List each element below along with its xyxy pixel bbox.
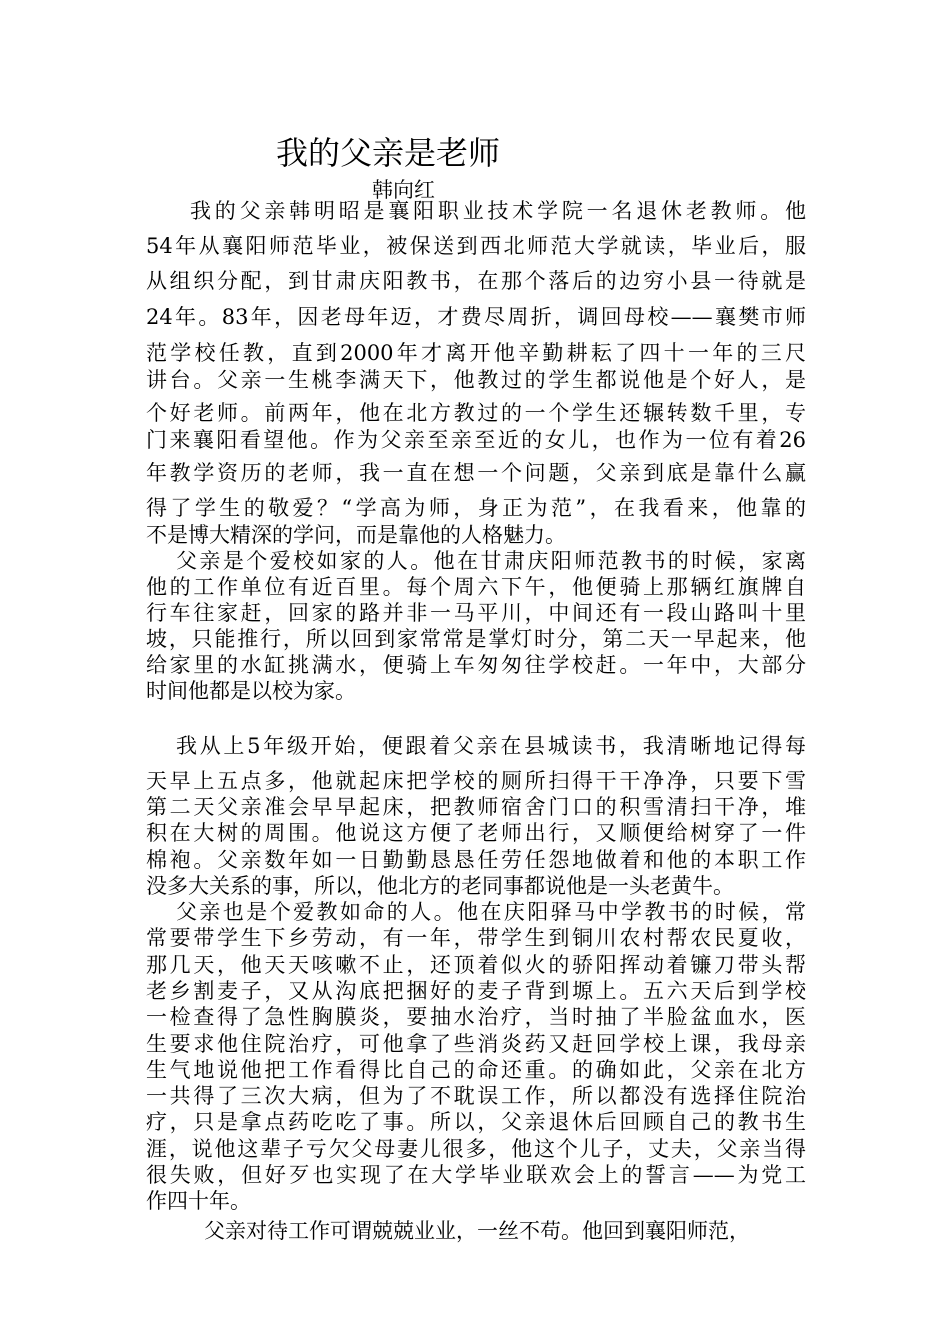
body-line: 给家里的水缸挑满水，便骑上车匆匆往学校赶。一年中，大部分: [146, 653, 806, 677]
body-line: 棉袍。父亲数年如一日勤勤恳恳任劳任怨地做着和他的本职工作: [146, 848, 806, 872]
body-line: 24年。83年，因老母年迈，才费尽周折，调回母校——襄樊市师: [146, 305, 806, 329]
body-line: 我从上5年级开始，便跟着父亲在县城读书，我清晰地记得每: [176, 734, 806, 758]
body-line: 得了学生的敬爱？“学高为师，身正为范”，在我看来，他靠的: [146, 496, 806, 520]
body-line: 行车往家赶，回家的路并非一马平川，中间还有一段山路叫十里: [146, 601, 806, 625]
body-line: 父亲也是个爱教如命的人。他在庆阳驿马中学教书的时候，常: [176, 900, 806, 924]
body-line: 常要带学生下乡劳动，有一年，带学生到铜川农村帮农民夏收，: [146, 926, 806, 950]
body-line: 54年从襄阳师范毕业，被保送到西北师范大学就读，毕业后，服: [146, 234, 806, 258]
body-line: 天早上五点多，他就起床把学校的厕所扫得干干净净，只要下雪: [146, 769, 806, 793]
body-line: 生要求他住院治疗，可他拿了些消炎药又赶回学校上课，我母亲: [146, 1032, 806, 1056]
body-line: 积在大树的周围。他说这方便了老师出行，又顺便给树穿了一件: [146, 821, 806, 845]
body-line: 坡，只能推行，所以回到家常常是掌灯时分，第二天一早起来，他: [146, 627, 806, 651]
body-line: 老乡割麦子，又从沟底把捆好的麦子背到塬上。五六天后到学校: [146, 979, 806, 1003]
body-line: 父亲是个爱校如家的人。他在甘肃庆阳师范教书的时候，家离: [176, 549, 806, 573]
body-line: 很失败，但好歹也实现了在大学毕业联欢会上的誓言——为党工: [146, 1163, 806, 1187]
body-line: 年教学资历的老师，我一直在想一个问题，父亲到底是靠什么赢: [146, 461, 806, 485]
body-line: 生气地说他把工作看得比自己的命还重。的确如此，父亲在北方: [146, 1058, 806, 1082]
body-line: 一检查得了急性胸膜炎，要抽水治疗，当时抽了半脸盆血水，医: [146, 1005, 806, 1029]
body-line: 没多大关系的事，所以，他北方的老同事都说他是一头老黄牛。: [146, 874, 734, 898]
body-line: 作四十年。: [146, 1189, 251, 1213]
body-line: 他的工作单位有近百里。每个周六下午，他便骑上那辆红旗牌自: [146, 575, 806, 599]
body-line: 时间他都是以校为家。: [146, 679, 356, 703]
document-title: 我的父亲是老师: [276, 134, 501, 172]
body-line: 疗，只是拿点药吃吃了事。所以，父亲退休后回顾自己的教书生: [146, 1110, 806, 1134]
body-line: 第二天父亲准会早早起床，把教师宿舍门口的积雪清扫干净，堆: [146, 795, 806, 819]
body-line: 门来襄阳看望他。作为父亲至亲至近的女儿，也作为一位有着26: [146, 428, 806, 452]
document-author: 韩向红: [372, 178, 435, 202]
body-line: 范学校任教，直到2000年才离开他辛勤耕耘了四十一年的三尺: [146, 341, 806, 365]
body-line: 从组织分配，到甘肃庆阳教书，在那个落后的边穷小县一待就是: [146, 269, 806, 293]
body-line: 父亲对待工作可谓兢兢业业，一丝不苟。他回到襄阳师范，: [204, 1219, 750, 1243]
body-line: 涯，说他这辈子亏欠父母妻儿很多，他这个儿子，丈夫，父亲当得: [146, 1137, 806, 1161]
body-line: 那几天，他天天咳嗽不止，还顶着似火的骄阳挥动着镰刀带头帮: [146, 953, 806, 977]
body-line: 讲台。父亲一生桃李满天下，他教过的学生都说他是个好人，是: [146, 368, 806, 392]
body-line: 我的父亲韩明昭是襄阳职业技术学院一名退休老教师。他: [190, 199, 806, 223]
body-line: 不是博大精深的学问，而是靠他的人格魅力。: [146, 523, 566, 547]
body-line: 个好老师。前两年，他在北方教过的一个学生还辗转数千里，专: [146, 401, 806, 425]
body-line: 一共得了三次大病，但为了不耽误工作，所以都没有选择住院治: [146, 1084, 806, 1108]
